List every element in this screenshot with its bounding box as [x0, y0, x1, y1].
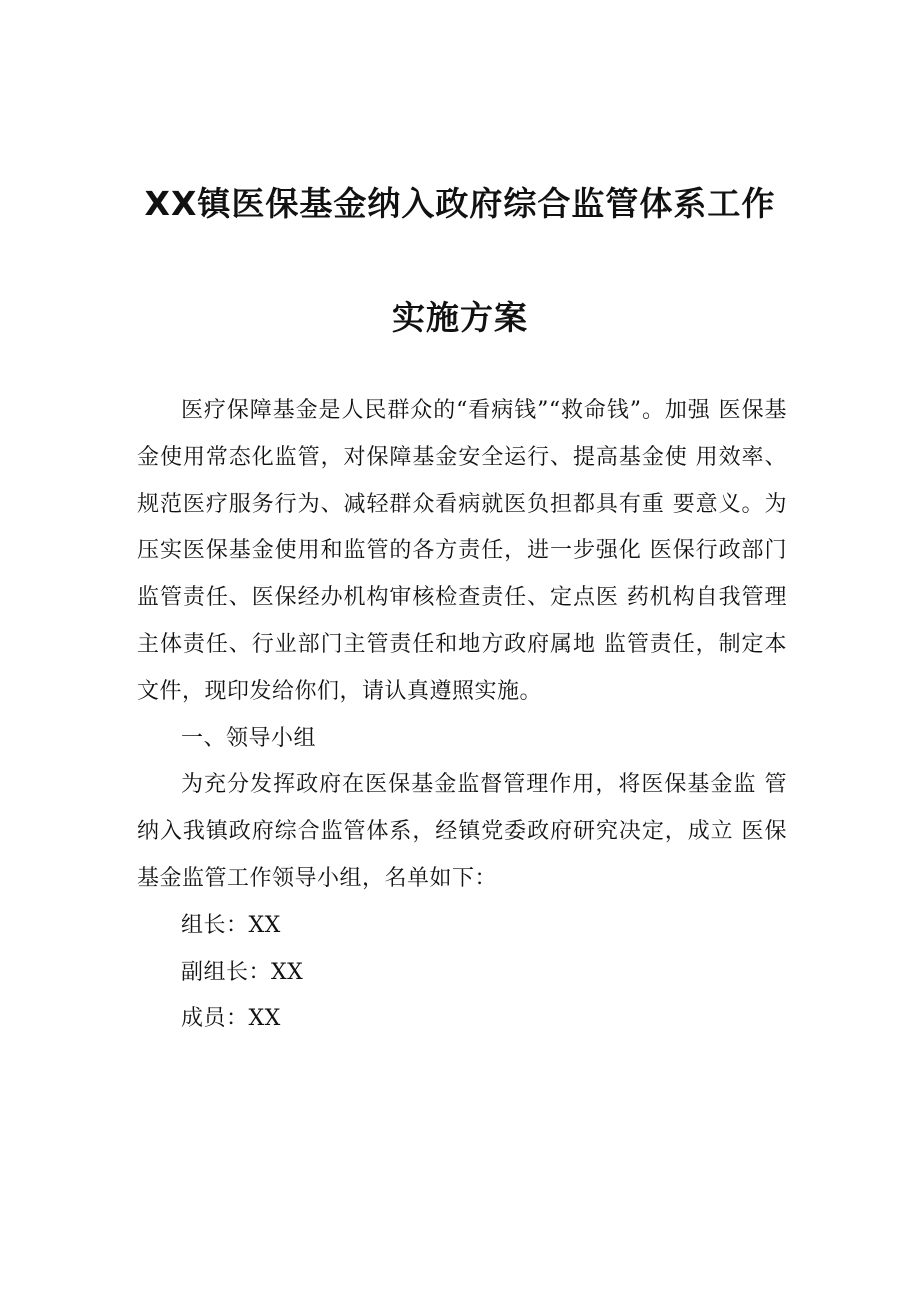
- member-line-leader: 组长：XX: [181, 912, 281, 938]
- member-line-deputy-leader: 副组长：XX: [181, 959, 304, 985]
- leadership-paragraph: 为充分发挥政府在医保基金监督管理作用，将医保基金监 管纳入我镇政府综合监管体系，经镇党委政府研究决定，成立 医保基金监管工作领导小组，名单如下：: [137, 772, 787, 891]
- document-title-line-1: XX镇医保基金纳入政府综合监管体系工作: [144, 184, 776, 223]
- document-title-line-2: 实施方案: [392, 298, 528, 337]
- section-heading-leadership-group: 一、领导小组: [181, 725, 317, 751]
- intro-paragraph: 医疗保障基金是人民群众的“看病钱”“救命钱”。加强 医保基金使用常态化监管，对保障基金安全运行、提高基金使 用效率、规范医疗服务行为、减轻群众看病就医负担都具有重 要意义。为压实医保基金使用和监管的各方责任，进一步强化 医保行政部门监管责任、医保经办机构审核检查责任、定点医 药机构自我管理主体责任、行业部门主管责任和地方政府属地 监管责任，制定本文件，现印发给你们，请认真遵照实施。: [137, 398, 787, 704]
- document-body: [137, 388, 787, 1043]
- member-line-members: 成员：XX: [181, 1006, 281, 1032]
